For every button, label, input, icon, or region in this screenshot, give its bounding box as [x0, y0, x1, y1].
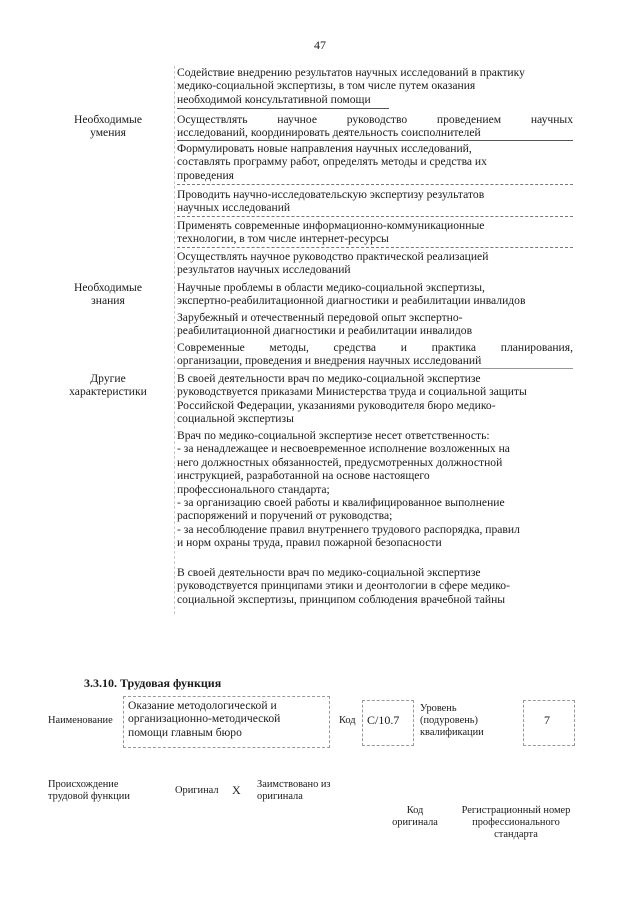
borrowed-label: Заимствовано из оригинала: [257, 779, 331, 802]
original-label: Оригинал: [175, 785, 219, 796]
other-characteristics-label: Другие характеристики: [69, 372, 147, 399]
name-label: Наименование: [48, 715, 113, 726]
column-divider: [174, 66, 175, 614]
row-divider: [177, 216, 573, 217]
page-number: 47: [314, 38, 326, 52]
original-code-label: Код оригинала: [392, 805, 438, 828]
row-divider: [177, 108, 389, 109]
qualification-level-value: 7: [544, 713, 550, 727]
knowledge-label: Необходимые знания: [74, 281, 142, 308]
skills-label: Необходимые умения: [74, 113, 142, 140]
skill-item: Осуществлять научное руководство практической реализацией результатов научных исследований: [177, 250, 489, 277]
skill-item: Применять современные информационно-коммуникационные технологии, в том числе интернет-ресурсы: [177, 219, 485, 246]
row-divider: [177, 140, 573, 141]
qualification-level-label: Уровень (подуровень) квалификации: [420, 703, 484, 738]
original-mark: X: [232, 783, 241, 797]
skill-item: Проводить научно-исследовательскую экспертизу результатов научных исследований: [177, 188, 485, 215]
function-name-value: Оказание методологической и организационно-методической помощи главным бюро: [128, 699, 281, 739]
row-divider: [177, 184, 573, 185]
registration-number-label: Регистрационный номер профессионального стандарта: [461, 805, 571, 840]
row-divider: [177, 368, 573, 369]
skill-item: Осуществлять научное руководство проведением научных исследований, координировать деятельность соисполнителей: [177, 113, 573, 140]
code-value: С/10.7: [367, 713, 400, 727]
labor-action-item: Содействие внедрению результатов научных исследований в практику медико-социальной экспертизы, в том числе путем оказания необходимой консультативной помощи: [177, 66, 525, 106]
responsibility-paragraph: Врач по медико-социальной экспертизе несет ответственность: - за ненадлежащее и несвоевременное исполнение возложенных на него должностных обязанностей, предусмотренных должностной инструкцией, разработанной на основе настоящего профессионального стандарта; - за организацию своей работы и квалифицированное выполнение распоряжений и поручений от руководства; - за несоблюдение правил внутреннего трудового распорядка, правил и норм охраны труда, правил пожарной безопасности: [177, 429, 520, 550]
skill-item: Формулировать новые направления научных исследований, составлять программу работ, определять методы и средства их проведения: [177, 142, 487, 182]
origin-label: Происхождение трудовой функции: [48, 779, 130, 802]
other-paragraph: В своей деятельности врач по медико-социальной экспертизе руководствуется приказами Министерства труда и социальной защиты Российской Федерации, указаниями руководителя бюро медико- социальной экспертизы: [177, 372, 527, 426]
row-divider: [177, 247, 573, 248]
code-label: Код: [339, 715, 356, 726]
ethics-paragraph: В своей деятельности врач по медико-социальной экспертизе руководствуется принципами этики и деонтологии в сфере медико- социальной экспертизы, принципом соблюдения врачебной тайны: [177, 566, 510, 606]
knowledge-item: Научные проблемы в области медико-социальной экспертизы, экспертно-реабилитационной диагностики и реабилитации инвалидов: [177, 281, 526, 308]
section-heading: 3.3.10. Трудовая функция: [84, 676, 222, 690]
knowledge-item: Зарубежный и отечественный передовой опыт экспертно- реабилитационной диагностики и реабилитации инвалидов: [177, 311, 473, 338]
knowledge-item: Современные методы, средства и практика планирования, организации, проведения и внедрения научных исследований: [177, 341, 573, 368]
